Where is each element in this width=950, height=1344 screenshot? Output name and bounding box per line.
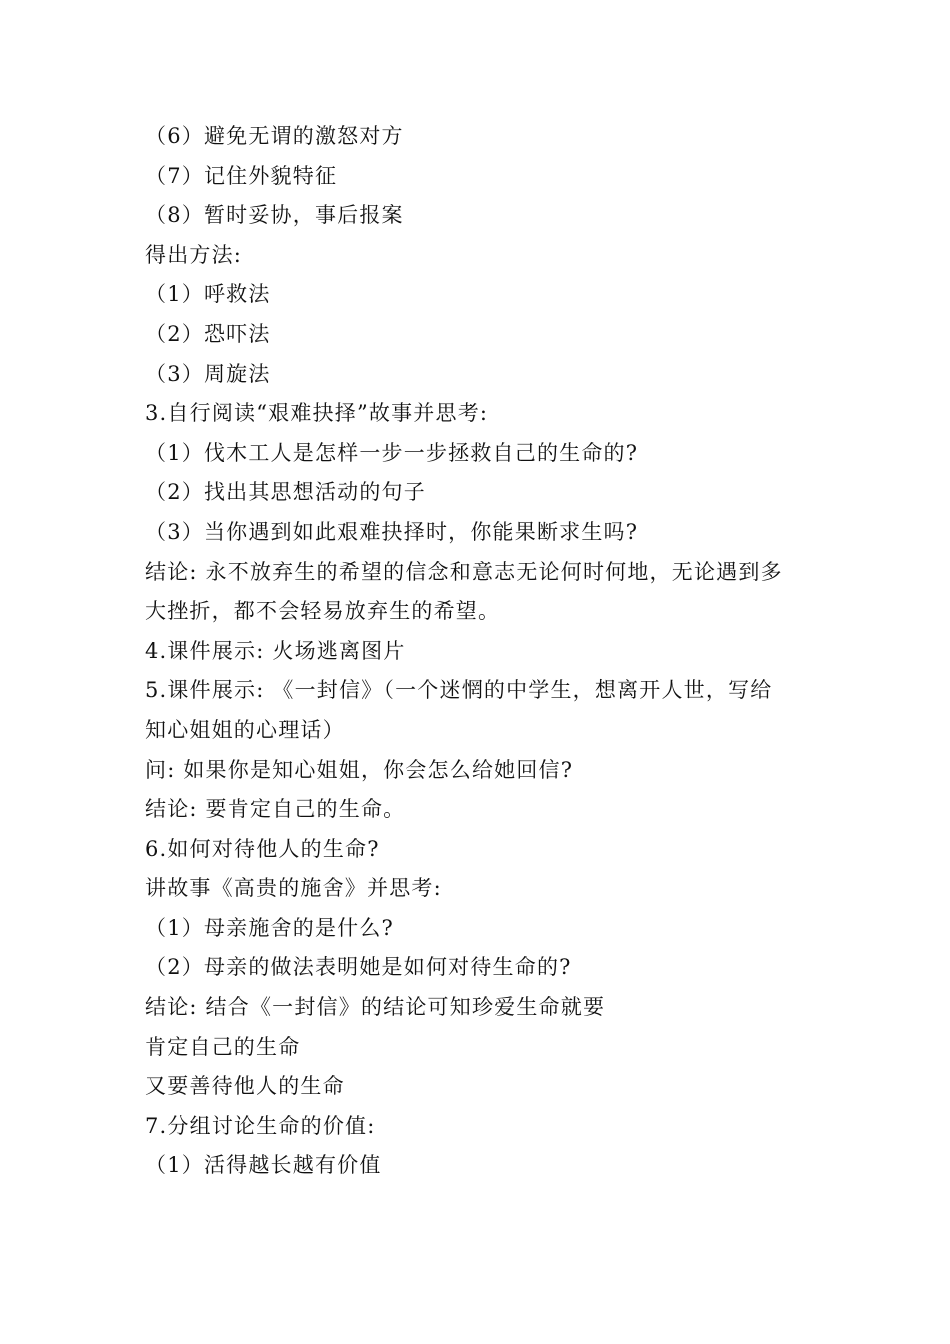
text-line: （2）找出其思想活动的句子 — [145, 480, 426, 505]
text-line: （2）恐吓法 — [145, 321, 271, 346]
text-line: 又要善待他人的生命 — [145, 1074, 345, 1099]
text-line: 3.自行阅读“艰难抉择”故事并思考: — [145, 401, 489, 426]
text-line: （2）母亲的做法表明她是如何对待生命的? — [145, 955, 572, 980]
text-line: （6）避免无谓的激怒对方 — [145, 124, 404, 148]
text-line: （8）暂时妥协，事后报案 — [145, 203, 404, 228]
text-line: 知心姐姐的心理话） — [145, 717, 345, 742]
text-line: 肯定自己的生命 — [145, 1034, 301, 1059]
text-line: 大挫折，都不会轻易放弃生的希望。 — [145, 599, 501, 624]
text-line: 结论: 要肯定自己的生命。 — [145, 797, 406, 822]
text-line: （1）活得越长越有价值 — [145, 1153, 382, 1178]
text-line: （1）伐木工人是怎样一步一步拯救自己的生命的? — [145, 440, 639, 465]
text-line: 结论: 永不放弃生的希望的信念和意志无论何时何地，无论遇到多 — [145, 559, 783, 584]
text-line: （3）周旋法 — [145, 361, 271, 386]
text-line: （1）呼救法 — [145, 282, 271, 307]
text-line: 得出方法: — [145, 242, 243, 267]
text-line: 4.课件展示: 火场逃离图片 — [145, 638, 406, 663]
text-line: 结论: 结合《一封信》的结论可知珍爱生命就要 — [145, 995, 606, 1020]
document-body — [145, 117, 815, 1186]
text-line: （7）记住外貌特征 — [145, 163, 338, 188]
text-line: （1）母亲施舍的是什么? — [145, 915, 395, 940]
text-line: 6.如何对待他人的生命? — [145, 836, 380, 861]
text-line: 问: 如果你是知心姐姐，你会怎么给她回信? — [145, 757, 574, 782]
text-line: 5.课件展示: 《一封信》（一个迷惘的中学生，想离开人世，写给 — [145, 678, 773, 703]
text-line: 7.分组讨论生命的价值: — [145, 1113, 376, 1138]
text-line: 讲故事《高贵的施舍》并思考: — [145, 876, 442, 901]
text-line: （3）当你遇到如此艰难抉择时，你能果断求生吗? — [145, 519, 639, 544]
